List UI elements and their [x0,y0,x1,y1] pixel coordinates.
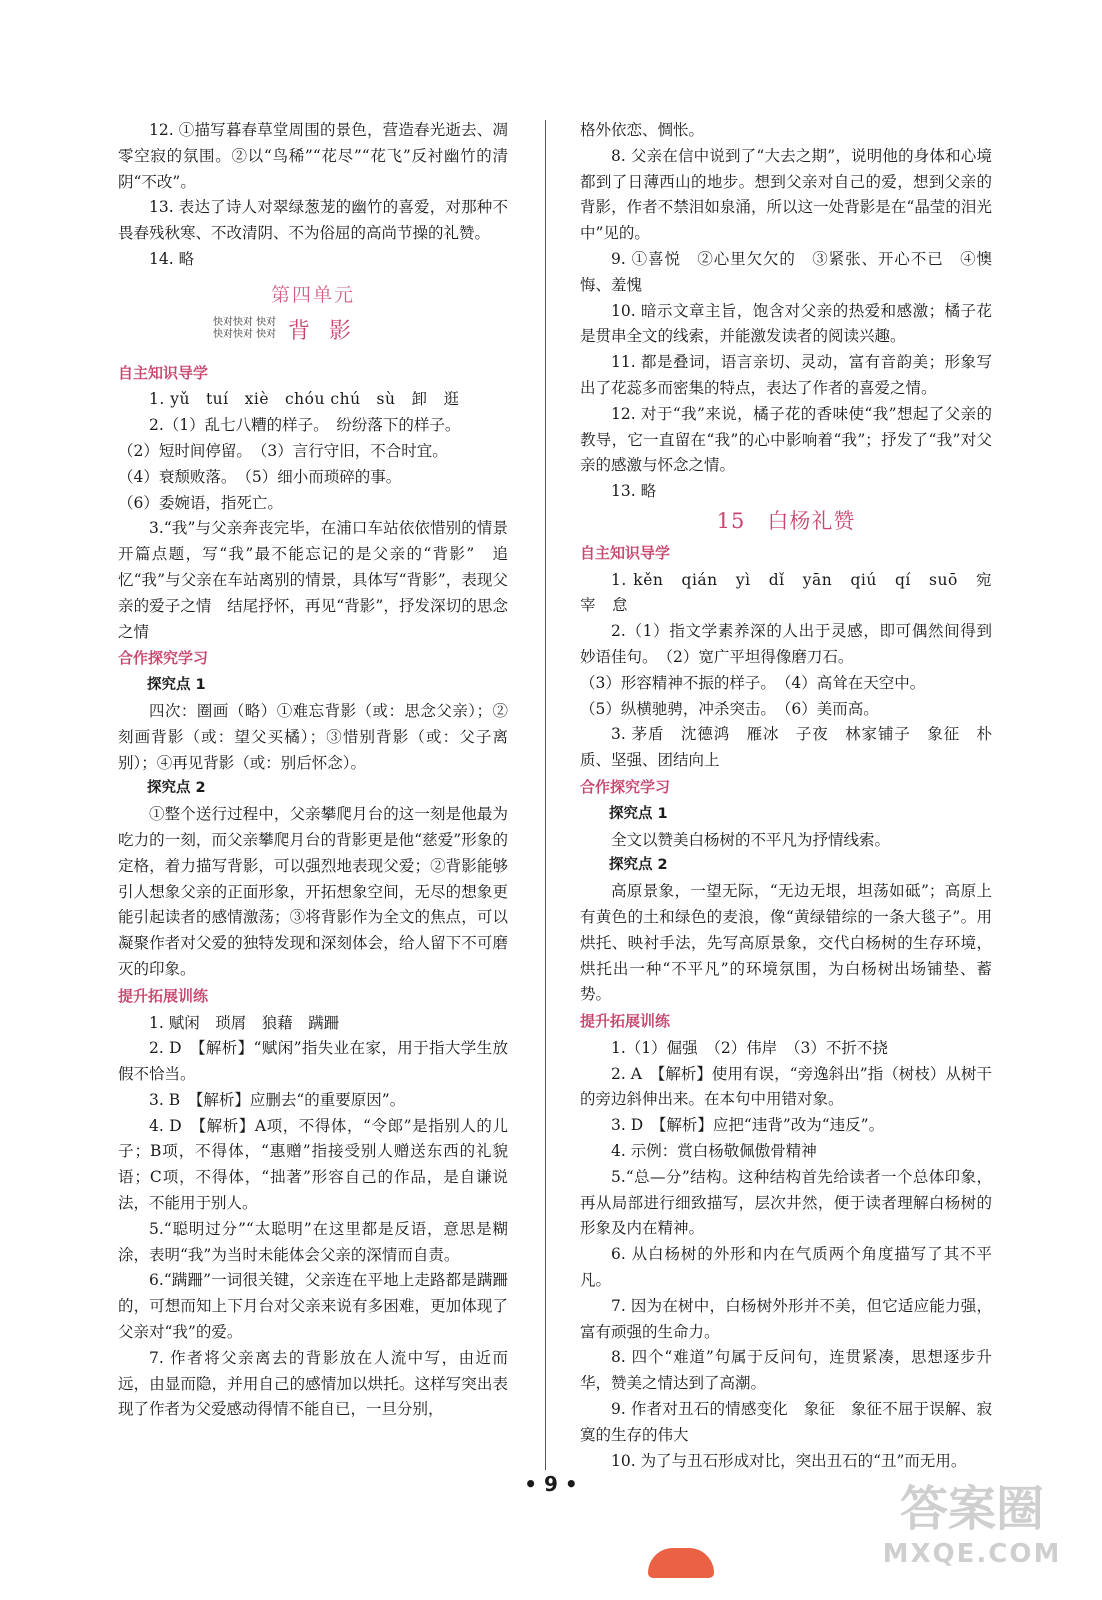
answer-14: 14. 略 [149,249,195,268]
answer-line: 7. 作者将父亲离去的背影放在人流中写，由近而远，由显而隐，并用自己的感情加以烘托。这样写突出表现了作者为父爱感动得情不能自已，一旦分别， [118,1348,508,1419]
answer-line: 8. 父亲在信中说到了“大去之期”，说明他的身体和心境都到了日薄西山的地步。想到父亲对自己的爱，想到父亲的背影，作者不禁泪如泉涌，所以这一处背影是在“晶莹的泪光中”见的。 [580,146,992,243]
answer-line: 2.（1）乱七八糟的样子。 纷纷落下的样子。 [149,416,461,435]
answer-line: 1.（1）倔强 （2）伟岸 （3）不折不挠 [611,1038,888,1057]
watermark-logo: 答案圈 MXQE.COM [882,1481,1062,1569]
answer-line: （3）形容精神不振的样子。 （4）高耸在天空中。 [580,673,926,692]
point-label: 探究点 2 [609,857,668,874]
answer-line: 2. D 【解析】“赋闲”指失业在家，用于指大学生放假不恰当。 [118,1039,508,1084]
unit-title: 第四单元 [270,283,355,306]
answer-line: 3. B 【解析】应删去“的重要原因”。 [149,1090,406,1109]
section-heading: 提升拓展训练 [118,986,209,1005]
answer-line: 10. 为了与丑石形成对比，突出丑石的“丑”而无用。 [611,1451,967,1470]
answer-line: 3.“我”与父亲奔丧完毕，在浦口车站依依惜别的情景 开篇点题，写“我”最不能忘记的是父亲的“背影” 追忆“我”与父亲在车站离别的情景，具体写“背影”，表现父亲的爱子之情 结尾抒怀，再见“背影”，抒发深切的思念之情 [118,519,524,641]
answer-line: 1. 赋闲 琐屑 狼藉 蹒跚 [149,1013,340,1032]
answer-line: 2. A 【解析】使用有误，“旁逸斜出”指（树枝）从树干的旁边斜伸出来。在本句中用错对象。 [580,1064,992,1109]
answer-line: 12. 对于“我”来说，橘子花的香味使“我”想起了父亲的教导，它一直留在“我”的心中影响着“我”；抒发了“我”对父亲的感激与怀念之情。 [580,404,992,475]
lesson-title-block [118,315,508,357]
answer-line: 7. 因为在树中，白杨树外形并不美，但它适应能力强，富有顽强的生命力。 [580,1296,992,1341]
answer-line: 5.“总—分”结构。这种结构首先给读者一个总体印象，再从局部进行细致描写，层次井然，便于读者理解白杨树的形象及内在精神。 [580,1167,992,1238]
answer-line: 10. 暗示文章主旨，饱含对父亲的热爱和感激；橘子花是贯串全文的线索，并能激发读者的阅读兴趣。 [580,301,992,346]
point-label: 探究点 2 [147,780,206,797]
answer-line: 1. kěn qián yì dǐ yān qiú qí suō 宛 宰 怠 [580,570,1009,615]
answer-line: 2.（1）指文学素养深的人出于灵感，即可偶然间得到妙语佳句。 （2）宽广平坦得像磨刀石。 [580,622,992,666]
answer-line: 11. 都是叠词，语言亲切、灵动，富有音韵美；形象写出了花蕊多而密集的特点，表达了作者的喜爱之情。 [580,353,992,397]
lesson-title: 背 影 [288,318,357,344]
lesson-15-title: 15 白杨礼赞 [716,508,856,533]
answer-line: 3. 茅盾 沈德鸿 雁冰 子夜 林家铺子 象征 朴质、坚强、团结向上 [580,725,992,770]
answer-line: 9. 作者对丑石的情感变化 象征 象征不屈于误解、寂寞的生存的伟大 [580,1400,992,1444]
section-heading: 自主知识导学 [118,363,209,382]
section-heading: 提升拓展训练 [580,1012,671,1031]
column-divider [545,120,546,1470]
answer-line: （6）委婉语，指死亡。 [118,493,283,512]
answer-line: 13. 略 [611,482,657,501]
answer-line: 格外依恋、惆怅。 [580,121,705,139]
point-label: 探究点 1 [609,805,668,822]
answer-12: 12. ①描写暮春草堂周围的景色，营造春光逝去、凋零空寂的氛围。②以“鸟稀”“花尽”“花飞”反衬幽竹的清阴“不改”。 [118,121,508,191]
point-label: 探究点 1 [147,677,206,694]
section-heading: 合作探究学习 [118,649,209,668]
answer-line: 4. D 【解析】A项，不得体，“令郎”是指别人的儿子；B项，不得体，“惠赠”指接受别人赠送东西的礼貌语；C项，不得体，“拙著”形容自己的作品，是自谦说法，不能用于别人。 [118,1116,508,1213]
watermark-stamp: 快对快对 快对 快对快对 快对 [213,316,277,340]
answer-line: 9. ①喜悦 ②心里欠欠的 ③紧张、开心不已 ④懊悔、羞愧 [580,249,992,294]
answer-line: 4. 示例：赏白杨敬佩傲骨精神 [611,1142,817,1161]
point-text: 全文以赞美白杨树的不平凡为抒情线索。 [611,830,891,849]
point-text: 四次：圈画（略）①难忘背影（或：思念父亲）；②刻画背影（或：望父买橘）；③惜别背影（或：父子离别）；④再见背影（或：别后怀念）。 [118,701,508,772]
answer-line: 8. 四个“难道”句属于反问句，连贯紧凑，思想逐步升华，赞美之情达到了高潮。 [580,1348,992,1393]
decoration-icon [648,1548,714,1578]
answer-line: （2）短时间停留。 （3）言行守旧，不合时宜。 [118,441,448,460]
section-heading: 自主知识导学 [580,543,671,562]
point-text: 高原景象，一望无际，“无边无垠，坦荡如砥”；高原上有黄色的土和绿色的麦浪，像“黄绿错综的一条大毯子”。用烘托、映衬手法，先写高原景象，交代白杨树的生存环境，烘托出一种“不平凡”的环境氛围，为白杨树出场铺垫、蓄势。 [580,882,992,1004]
right-column [580,118,1009,1474]
answer-line: （4）衰颓败落。 （5）细小而琐碎的事。 [118,467,402,486]
answer-line: （5）纵横驰骋，冲杀突击。 （6）美而高。 [580,699,879,718]
answer-line: 5.“聪明过分”“太聪明”在这里都是反语，意思是糊涂，表明“我”为当时未能体会父亲的深情而自责。 [118,1219,508,1264]
answer-line: 6. 从白杨树的外形和内在气质两个角度描写了其不平凡。 [580,1245,992,1290]
answer-line: 1. yǔ tuí xiè chóu chú sù 卸 逛 [149,390,460,409]
section-heading: 合作探究学习 [580,777,671,796]
point-text: ①整个送行过程中，父亲攀爬月台的这一刻是他最为吃力的一刻，而父亲攀爬月台的背影更是他“慈爱”形象的定格，着力描写背影，可以强烈地表现父爱；②背影能够引人想象父亲的正面形象，开拓想象空间，无尽的想象更能引起读者的感情激荡；③将背影作为全文的焦点，可以凝聚作者对父爱的独特发现和深刻体会，给人留下不可磨灭的印象。 [118,805,508,978]
page-number: • 9 • [524,1472,578,1496]
left-column [118,118,524,1423]
answer-13: 13. 表达了诗人对翠绿葱茏的幽竹的喜爱，对那种不畏春残秋寒、不改清阴、不为俗屈的高尚节操的礼赞。 [118,198,508,243]
answer-line: 3. D 【解析】应把“违背”改为“违反”。 [611,1116,885,1135]
answer-line: 6.“蹒跚”一词很关键，父亲连在平地上走路都是蹒跚的，可想而知上下月台对父亲来说有多困难，更加体现了父亲对“我”的爱。 [118,1271,508,1342]
